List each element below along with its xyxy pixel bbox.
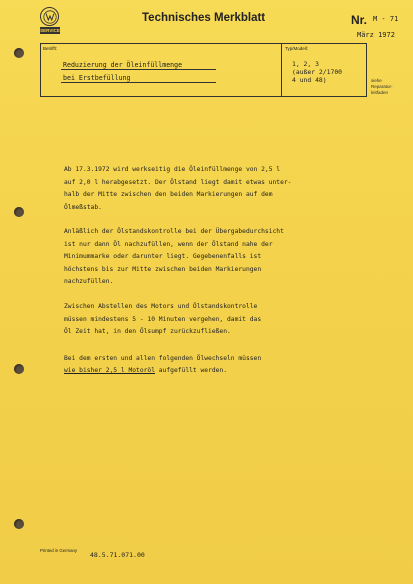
brand-caption: SERVICE (40, 28, 60, 33)
punch-hole (14, 207, 24, 217)
punch-hole (14, 48, 24, 58)
paragraph-4-final-line (64, 365, 364, 378)
vw-logo (40, 7, 59, 26)
footer-code: 48.5.71.071.00 (90, 551, 145, 559)
number-label: Nr. (351, 13, 368, 27)
model-list: 1, 2, 3 (außer 2/1700 4 und 48) (292, 60, 343, 84)
number-value: M - 71 (373, 15, 399, 23)
subject-rule (61, 82, 216, 83)
box-divider (281, 44, 282, 96)
paragraph-2: Anläßlich der Ölstandskontrolle bei der Übergabedurchsicht ist nur dann Öl nachzufüllen, wenn der Ölstand nahe der Minimummarke oder darunter liegt. Gegebenenfalls ist höchstens bis zur Mitte zwischen beiden Markierungen nachzufüllen. (64, 228, 284, 285)
subject-box (40, 43, 367, 97)
betreff-label: Betrifft: (43, 46, 58, 51)
punch-hole (14, 364, 24, 374)
subject-line-1: Reduzierung der Öleinfüllmenge (63, 61, 183, 69)
paragraph-4: Bei dem ersten und allen folgenden Ölwechseln müssen (64, 355, 262, 362)
document-title: Technisches Merkblatt (142, 12, 266, 24)
side-note: siehe Reparatur- leitfaden (371, 78, 393, 95)
underlined-oil-quantity: wie bisher 2,5 l Motoröl (64, 367, 155, 374)
issue-date: März 1972 (357, 31, 395, 39)
subject-line-2: bei Erstbefüllung (63, 74, 131, 82)
footer-label: Printed in Germany (40, 548, 78, 553)
paragraph-1: Ab 17.3.1972 wird werkseitig die Öleinfüllmenge von 2,5 l auf 2,0 l herabgesetzt. Der Ölstand liegt damit etwas unter- halb der Mitte zwischen den beiden Markierungen auf dem Ölmeßstab. (64, 166, 292, 211)
subject-rule (61, 69, 216, 70)
final-line-rest: aufgefüllt werden. (155, 367, 228, 374)
punch-hole (14, 519, 24, 529)
vw-logo-icon (43, 10, 57, 24)
paragraph-3: Zwischen Abstellen des Motors und Ölstandskontrolle müssen mindestens 5 - 10 Minuten vergehen, damit das Öl Zeit hat, in den Ölsumpf zurückzufließen. (64, 303, 262, 335)
typ-label: Typ/Modell: (285, 46, 309, 51)
